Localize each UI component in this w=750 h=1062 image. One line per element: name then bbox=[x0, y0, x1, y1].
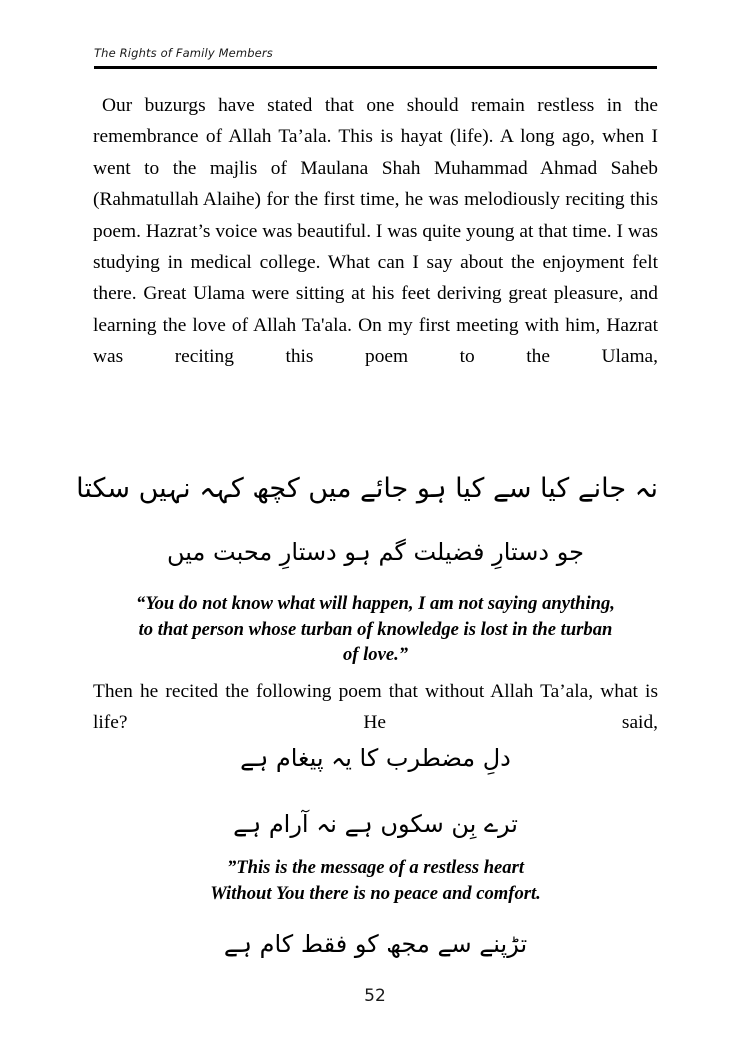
poem-one-urdu-line-1: نہ جانے کیا سے کیا ہو جائے میں کچھ کہہ نہیں سکتا bbox=[76, 473, 658, 504]
poem-two-urdu-line-3: تڑپنے سے مجھ کو فقط کام ہے bbox=[223, 930, 528, 958]
poem-one-urdu-block bbox=[76, 466, 658, 574]
poem-two-translation-line-2: Without You there is no peace and comfort. bbox=[210, 882, 541, 904]
page-number: 52 bbox=[364, 986, 386, 1006]
running-header bbox=[94, 47, 657, 69]
poem-one-translation-line-1: “You do not know what will happen, I am not saying anything, bbox=[136, 593, 615, 614]
poem-two-urdu-line-2: ترے بِن سکوں ہے نہ آرام ہے bbox=[233, 810, 518, 838]
poem-one-translation-line-3: of love.” bbox=[342, 644, 409, 665]
poem-two-translation-line-1: ”This is the message of a restless heart bbox=[227, 857, 524, 878]
poem-one-urdu-line-2: جو دستارِ فضیلت گم ہو دستارِ محبت میں bbox=[167, 538, 584, 566]
poem-two-urdu-line-1: دلِ مضطرب کا یہ پیغام ہے bbox=[240, 744, 511, 772]
poem-one-translation-block bbox=[93, 591, 658, 668]
header-rule-divider bbox=[94, 66, 657, 69]
poem-one-translation-line-2: to that person whose turban of knowledge is lost in the turban bbox=[138, 618, 613, 640]
running-header-title: The Rights of Family Members bbox=[94, 46, 273, 60]
poem-two-translation-block bbox=[93, 855, 658, 906]
body-text-column bbox=[93, 90, 658, 404]
paragraph-one: Our buzurgs have stated that one should remain restless in the remembrance of Allah Ta’ala. This is hayat (life). A long ago, when I went to the majlis of Maulana Shah Muhammad Ahmad Saheb (Rahmatullah Alaihe) for the first time, he was melodiously reciting this poem. Hazrat’s voice was beautiful. I was quite young at that time. I was studying in medical college. What can I say about the enjoyment felt there. Great Ulama were sitting at his feet deriving great pleasure, and learning the love of Allah Ta'ala. On my first meeting with him, Hazrat was reciting this poem to the Ulama, bbox=[93, 95, 658, 368]
paragraph-two: Then he recited the following poem that without Allah Ta’ala, what is life? He said, bbox=[93, 681, 658, 734]
